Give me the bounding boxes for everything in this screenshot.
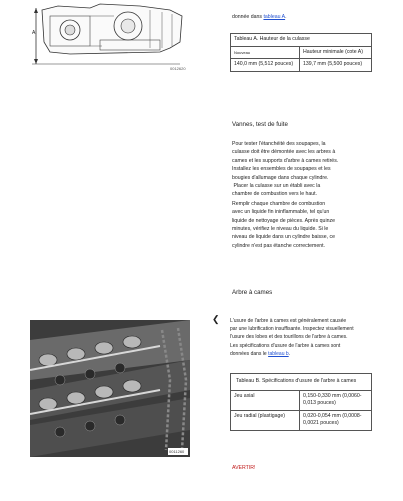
table-a-cell: 139,7 mm (5,500 pouces): [300, 59, 372, 72]
camshaft-heading: Arbre à cames: [232, 289, 273, 296]
table-b-link[interactable]: tableau b: [268, 350, 289, 357]
table-b-value: 0,150-0,330 mm (0,0060-0,013 pouces): [300, 390, 372, 410]
cylinder-head-figure: [30, 2, 190, 74]
leak-test-body: Pour tester l'étanchéité des soupapes, la culasse doit être démontée avec les arbres à cames et les supports d'arbre à cames retirés. Installez les ensembles de soupapes et les bougies d'allumage dans chaque cylindre. Placer la culasse sur un établi avec la chambre de combustion vers le haut. Remplir chaque chambre de combustion avec un liquide fin ininflammable, tel qu'un liquide de nettoyage de pièces. Après quinze minutes, vérifiez le niveau du liquide. Si le niveau de liquide dans un cylindre baisse, ce cylindre n'est pas étanche correctement.: [232, 141, 339, 249]
camshaft-photo: [30, 320, 190, 457]
engine-photo-drawing: [30, 320, 190, 457]
intro-text: donnée dans tableau A.: [232, 14, 287, 20]
table-a-header-min: Hauteur minimale (cote A): [300, 46, 372, 59]
callout-arrow-icon: ❮: [212, 314, 220, 324]
table-a: [230, 33, 372, 72]
figure-number: 0012620: [170, 66, 186, 71]
dimension-letter: A: [32, 30, 36, 36]
camshaft-body: L'usure de l'arbre à cames est généralement causée par une lubrification insuffisante. Inspectez visuellement l'usure des lobes et des tourillons de l'arbre à cames. Les spécifications d'usure de l'arbre à cames sont données dans le tableau b.: [230, 318, 354, 357]
table-b-value: 0,020-0,054 mm (0,0008-0,0021 pouces): [300, 410, 372, 430]
warning-label: AVERTIR!: [232, 465, 256, 471]
leak-test-heading: Vannes, test de fuite: [232, 121, 288, 128]
figure-number: 0011260: [169, 449, 185, 454]
table-b-label: Jeu radial (plastigage): [231, 410, 300, 430]
table-b: [230, 373, 372, 431]
table-a-link[interactable]: tableau A: [263, 14, 286, 20]
table-b-title: Tableau B. Spécifications d'usure de l'arbre à cames: [231, 374, 372, 391]
table-a-title: Tableau A. Hauteur de la culasse: [231, 34, 372, 47]
table-b-label: Jeu axial: [231, 390, 300, 410]
cylinder-head-drawing: [30, 2, 190, 74]
table-a-cell: 140,0 mm (5,512 pouces): [231, 59, 300, 72]
table-a-header-new: Nouveau: [231, 46, 300, 59]
